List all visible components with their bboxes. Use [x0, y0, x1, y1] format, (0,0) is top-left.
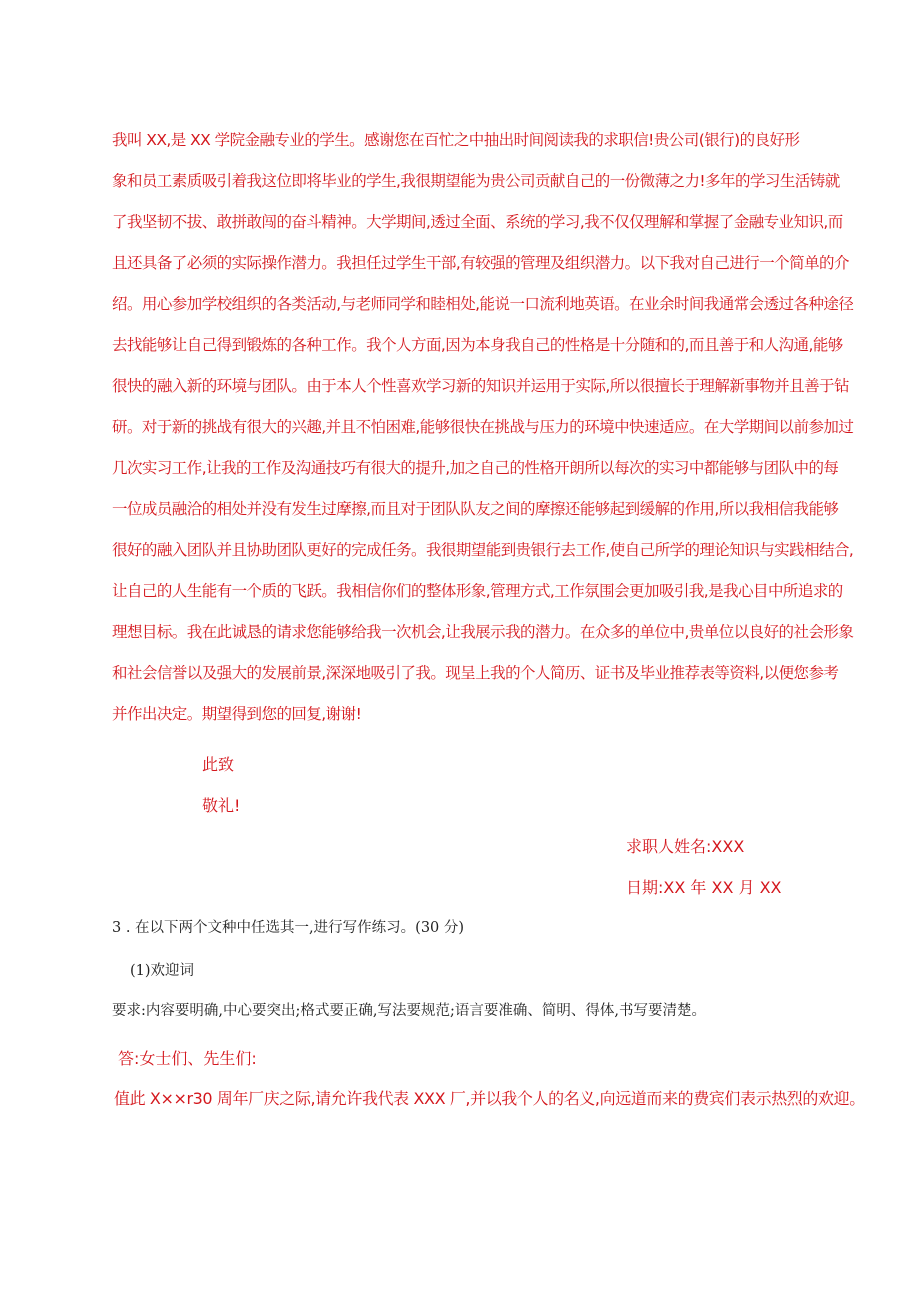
closing-salutation: 此致	[202, 755, 235, 774]
letter-line: 理想目标。我在此诚恳的请求您能够给我一次机会,让我展示我的潜力。在众多的单位中,贵单位以良好的社会形象	[112, 623, 854, 641]
answer-body: 值此 X××r30 周年厂庆之际,请允许我代表 XXX 厂,并以我个人的名义,向远道而来的费宾们表示热烈的欢迎。	[114, 1089, 865, 1108]
letter-line: 并作出决定。期望得到您的回复,谢谢!	[112, 705, 362, 723]
letter-line: 很快的融入新的环境与团队。由于本人个性喜欢学习新的知识并运用于实际,所以很擅长于理解新事物并且善于钻	[112, 377, 849, 395]
closing-regards: 敬礼!	[202, 796, 241, 815]
letter-date: 日期:XX 年 XX 月 XX	[626, 878, 782, 897]
letter-line: 一位成员融洽的相处并没有发生过摩擦,而且对于团队队友之间的摩擦还能够起到缓解的作用,所以我相信我能够	[112, 500, 839, 518]
letter-line: 我叫 XX,是 XX 学院金融专业的学生。感谢您在百忙之中抽出时间阅读我的求职信!贵公司(银行)的良好形	[112, 131, 800, 149]
letter-line: 研。对于新的挑战有很大的兴趣,并且不怕困难,能够很快在挑战与压力的环境中快速适应。在大学期间以前参加过	[112, 418, 854, 436]
letter-line: 绍。用心参加学校组织的各类活动,与老师同学和睦相处,能说一口流利地英语。在业余时间我通常会透过各种途径	[112, 295, 854, 313]
letter-line: 几次实习工作,让我的工作及沟通技巧有很大的提升,加之自己的性格开朗所以每次的实习中都能够与团队中的每	[112, 459, 839, 477]
letter-line: 去找能够让自己得到锻炼的各种工作。我个人方面,因为本身我自己的性格是十分随和的,而且善于和人沟通,能够	[112, 336, 843, 354]
option-welcome-speech: (1)欢迎词	[130, 963, 195, 979]
writing-requirement: 要求:内容要明确,中心要突出;格式要正确,写法要规范;语言要准确、简明、得体,书写要清楚。	[112, 1003, 706, 1019]
letter-line: 让自己的人生能有一个质的飞跃。我相信你们的整体形象,管理方式,工作氛围会更加吸引我,是我心目中所追求的	[112, 582, 843, 600]
answer-greeting: 答:女士们、先生们:	[118, 1049, 257, 1068]
letter-line: 很好的融入团队并且协助团队更好的完成任务。我很期望能到贵银行去工作,使自己所学的理论知识与实践相结合,	[112, 541, 854, 559]
letter-line: 和社会信誉以及强大的发展前景,深深地吸引了我。现呈上我的个人简历、证书及毕业推荐表等资料,以便您参考	[112, 664, 839, 682]
question-3: 3 . 在以下两个文种中任选其一,进行写作练习。(30 分)	[112, 920, 465, 936]
applicant-name: 求职人姓名:XXX	[626, 837, 745, 856]
letter-line: 且还具备了必须的实际操作潜力。我担任过学生干部,有较强的管理及组织潜力。以下我对自己进行一个简单的介	[112, 254, 849, 272]
letter-line: 象和员工素质吸引着我这位即将毕业的学生,我很期望能为贵公司贡献自己的一份微薄之力!多年的学习生活铸就	[112, 172, 840, 190]
letter-line: 了我坚韧不拔、敢拼敢闯的奋斗精神。大学期间,透过全面、系统的学习,我不仅仅理解和掌握了金融专业知识,而	[112, 213, 843, 231]
